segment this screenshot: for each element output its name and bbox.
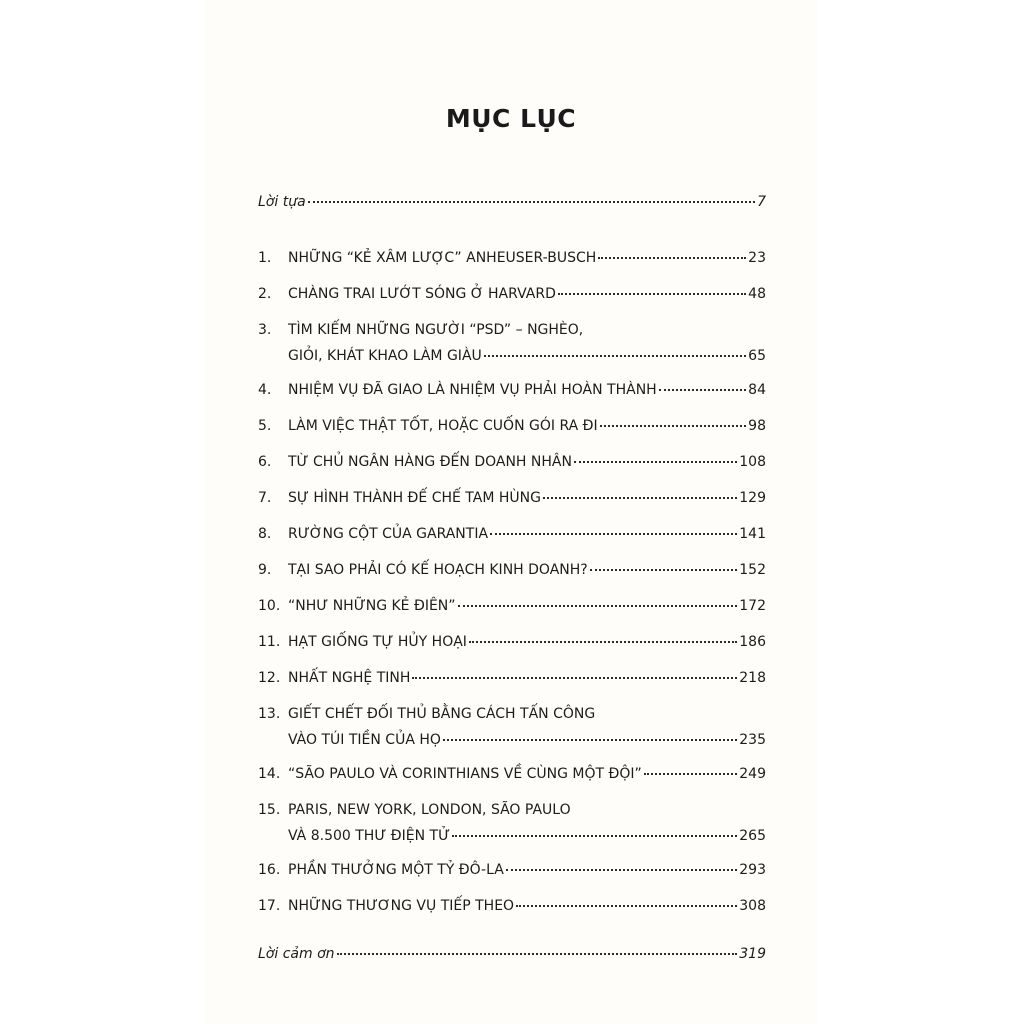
chapter-title: TẠI SAO PHẢI CÓ KẾ HOẠCH KINH DOANH? (288, 562, 588, 578)
toc-entry-chapter (258, 668, 766, 688)
page-number: 48 (748, 286, 766, 302)
toc-entry-chapter (258, 380, 766, 400)
chapter-number: 11. (258, 634, 281, 650)
chapter-title: “SÃO PAULO VÀ CORINTHIANS VỀ CÙNG MỘT ĐỘI” (288, 766, 642, 782)
toc-entry-chapter (258, 248, 766, 268)
chapter-title: PARIS, NEW YORK, LONDON, SÃO PAULO (288, 802, 571, 818)
page-number: 249 (739, 766, 766, 782)
toc-entry-chapter (258, 764, 766, 784)
dot-leader (543, 497, 737, 499)
chapter-title: NHIỆM VỤ ĐÃ GIAO LÀ NHIỆM VỤ PHẢI HOÀN THÀNH (288, 382, 657, 398)
chapter-number: 16. (258, 862, 281, 878)
dot-leader (574, 461, 737, 463)
page-number: 108 (739, 454, 766, 470)
chapter-title-continued: VÀ 8.500 THƯ ĐIỆN TỬ (288, 828, 451, 844)
page-number: 235 (739, 732, 766, 748)
chapter-title: CHÀNG TRAI LƯỚT SÓNG Ở HARVARD (288, 286, 556, 302)
chapter-title: PHẦN THƯỞNG MỘT TỶ ĐÔ-LA (288, 862, 504, 878)
book-page (205, 0, 817, 1024)
chapter-title: GIẾT CHẾT ĐỐI THỦ BẰNG CÁCH TẤN CÔNG (288, 706, 596, 722)
chapter-number: 14. (258, 766, 281, 782)
chapter-title: TỪ CHỦ NGÂN HÀNG ĐẾN DOANH NHÂN (288, 454, 572, 470)
page-number: 65 (748, 348, 766, 364)
dot-leader (469, 641, 737, 643)
toc-entry-chapter (258, 704, 766, 750)
chapter-number: 15. (258, 802, 281, 818)
dot-leader (644, 773, 737, 775)
chapter-number: 13. (258, 706, 281, 722)
toc-entry-chapter (258, 416, 766, 436)
toc-entry-preface (258, 192, 766, 212)
chapter-number: 9. (258, 562, 272, 578)
chapter-title: LÀM VIỆC THẬT TỐT, HOẶC CUỐN GÓI RA ĐI (288, 418, 598, 434)
page-number: 186 (739, 634, 766, 650)
dot-leader (337, 953, 738, 955)
chapter-number: 6. (258, 454, 272, 470)
chapter-title: NHẤT NGHỆ TINH (288, 670, 411, 686)
chapter-title-continued: VÀO TÚI TIỀN CỦA HỌ (288, 732, 441, 748)
page-number: 172 (739, 598, 766, 614)
dot-leader (516, 905, 737, 907)
chapter-number: 2. (258, 286, 272, 302)
dot-leader (452, 835, 737, 837)
page-number: 319 (739, 946, 766, 962)
dot-leader (506, 869, 737, 871)
dot-leader (443, 739, 737, 741)
dot-leader (558, 293, 746, 295)
toc-entry-chapter (258, 524, 766, 544)
page-number: 152 (739, 562, 766, 578)
dot-leader (484, 355, 746, 357)
chapter-title: NHỮNG “KẺ XÂM LƯỢC” ANHEUSER-BUSCH (288, 250, 597, 266)
chapter-number: 17. (258, 898, 281, 914)
dot-leader (308, 201, 755, 203)
toc-entry-chapter (258, 488, 766, 508)
chapter-title: NHỮNG THƯƠNG VỤ TIẾP THEO (288, 898, 515, 914)
dot-leader (659, 389, 746, 391)
chapter-title: SỰ HÌNH THÀNH ĐẾ CHẾ TAM HÙNG (288, 490, 541, 506)
chapter-number: 7. (258, 490, 272, 506)
toc-entry-chapter (258, 284, 766, 304)
page-number: 293 (739, 862, 766, 878)
toc-entry-chapter (258, 320, 766, 366)
chapter-number: 10. (258, 598, 281, 614)
dot-leader (412, 677, 737, 679)
chapter-number: 3. (258, 322, 272, 338)
toc-entry-chapter (258, 800, 766, 846)
dot-leader (598, 257, 746, 259)
chapter-number: 4. (258, 382, 272, 398)
toc-entry-chapter (258, 632, 766, 652)
chapter-title-continued: GIỎI, KHÁT KHAO LÀM GIÀU (288, 348, 482, 364)
page-number: 23 (748, 250, 766, 266)
toc-entry-chapter (258, 560, 766, 580)
page-title: MỤC LỤC (445, 104, 577, 133)
page-number: 7 (757, 194, 766, 210)
chapter-title: HẠT GIỐNG TỰ HỦY HOẠI (288, 634, 467, 650)
chapter-title: TÌM KIẾM NHỮNG NGƯỜI “PSD” – NGHÈO, (288, 322, 584, 338)
chapter-number: 12. (258, 670, 281, 686)
toc-entry-chapter (258, 596, 766, 616)
entry-label: Lời cảm ơn (258, 946, 335, 962)
dot-leader (490, 533, 737, 535)
chapter-title: “NHƯ NHỮNG KẺ ĐIÊN” (288, 598, 456, 614)
chapter-number: 8. (258, 526, 272, 542)
dot-leader (458, 605, 738, 607)
page-number: 265 (739, 828, 766, 844)
toc-entry-chapter (258, 452, 766, 472)
page-number: 141 (739, 526, 766, 542)
toc-entry-acknowledgements (258, 944, 766, 964)
page-number: 218 (739, 670, 766, 686)
chapter-number: 1. (258, 250, 272, 266)
entry-label: Lời tựa (258, 194, 306, 210)
page-number: 129 (739, 490, 766, 506)
toc-entry-chapter (258, 860, 766, 880)
page-number: 98 (748, 418, 766, 434)
dot-leader (600, 425, 747, 427)
chapter-title: RƯỜNG CỘT CỦA GARANTIA (288, 526, 489, 542)
page-number: 84 (748, 382, 766, 398)
dot-leader (590, 569, 738, 571)
chapter-number: 5. (258, 418, 272, 434)
toc-entry-chapter (258, 896, 766, 916)
page-number: 308 (739, 898, 766, 914)
